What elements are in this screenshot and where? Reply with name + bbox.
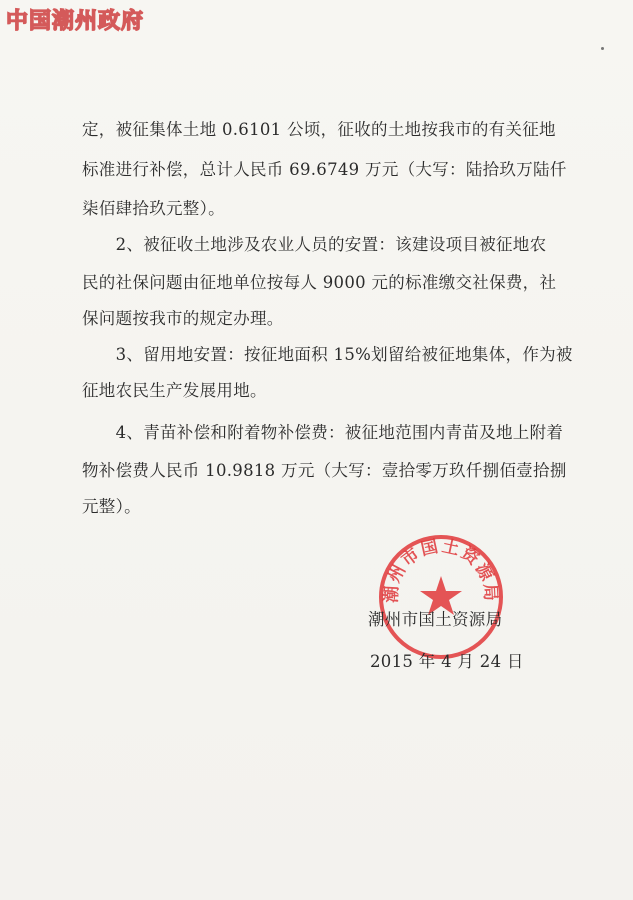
body-line-3: 柒佰肆拾玖元整）。 [82, 199, 225, 218]
body-line-6: 保问题按我市的规定办理。 [82, 309, 284, 328]
body-line-4: 2、被征收土地涉及农业人员的安置：该建设项目被征地农 [82, 235, 547, 254]
body-line-9: 4、青苗补偿和附着物补偿费：被征地范围内青苗及地上附着 [82, 423, 564, 442]
official-seal [376, 532, 506, 662]
scan-speck [601, 47, 604, 50]
svg-text:潮州市国土资源局: 潮州市国土资源局 [381, 536, 501, 604]
body-line-2: 标准进行补偿，总计人民币 69.6749 万元（大写：陆拾玖万陆仟 [82, 160, 567, 179]
body-line-11: 元整）。 [82, 497, 141, 516]
body-line-10: 物补偿费人民币 10.9818 万元（大写：壹拾零万玖仟捌佰壹拾捌 [82, 461, 567, 480]
body-line-8: 征地农民生产发展用地。 [82, 381, 267, 400]
issuer-signature: 潮州市国土资源局 [368, 610, 503, 629]
issue-date: 2015 年 4 月 24 日 [370, 652, 524, 671]
body-line-7: 3、留用地安置：按征地面积 15%划留给被征地集体，作为被 [82, 345, 573, 364]
body-line-1: 定，被征集体土地 0.6101 公顷，征收的土地按我市的有关征地 [82, 120, 556, 139]
site-watermark: 中国潮州政府 [6, 8, 145, 34]
body-line-5: 民的社保问题由征地单位按每人 9000 元的标准缴交社保费，社 [82, 273, 557, 292]
